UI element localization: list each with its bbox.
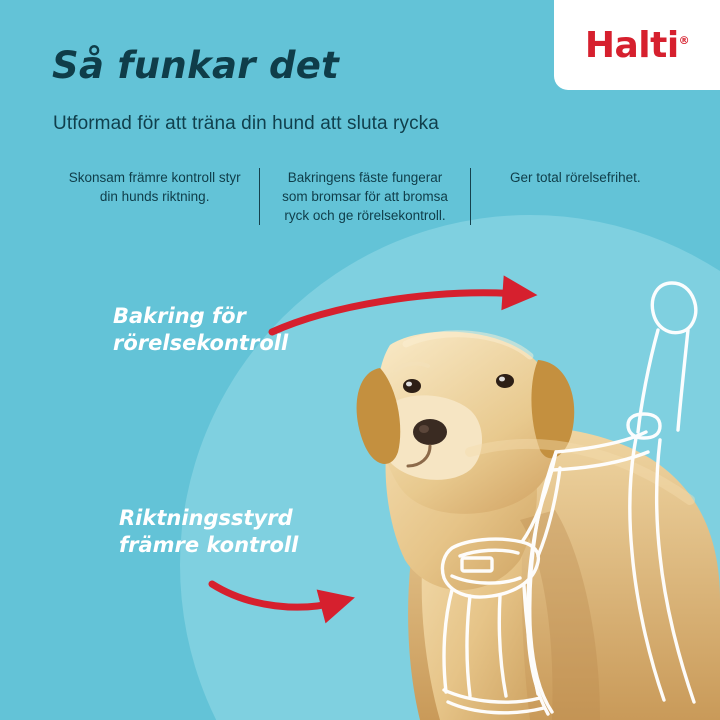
brand-logo	[554, 0, 720, 90]
annotation-back-ring-line2: rörelsekontroll	[113, 330, 289, 355]
annotation-front-control	[119, 505, 298, 559]
feature-columns	[50, 168, 680, 225]
page-subtitle: Utformad för att träna din hund att sluta rycka	[53, 113, 439, 134]
annotation-front-control-line2: främre kontroll	[119, 532, 299, 557]
annotation-back-ring-line1: Bakring för	[113, 304, 246, 328]
annotation-back-ring	[113, 303, 288, 357]
page-title: Så funkar det	[52, 44, 340, 87]
feature-column-1: Skonsam främre kontroll styr din hunds riktning.	[68, 170, 241, 205]
feature-column-2: Bakringens fäste fungerar som bromsar för att bromsa ryck och ge rörelsekontroll.	[259, 168, 469, 225]
registered-mark: ®	[678, 33, 690, 47]
brand-logo-text	[585, 25, 689, 66]
feature-column-3: Ger total rörelsefrihet.	[470, 168, 680, 225]
annotation-front-control-line1: Riktningsstyrd	[119, 506, 293, 530]
brand-name: Halti	[584, 24, 679, 66]
